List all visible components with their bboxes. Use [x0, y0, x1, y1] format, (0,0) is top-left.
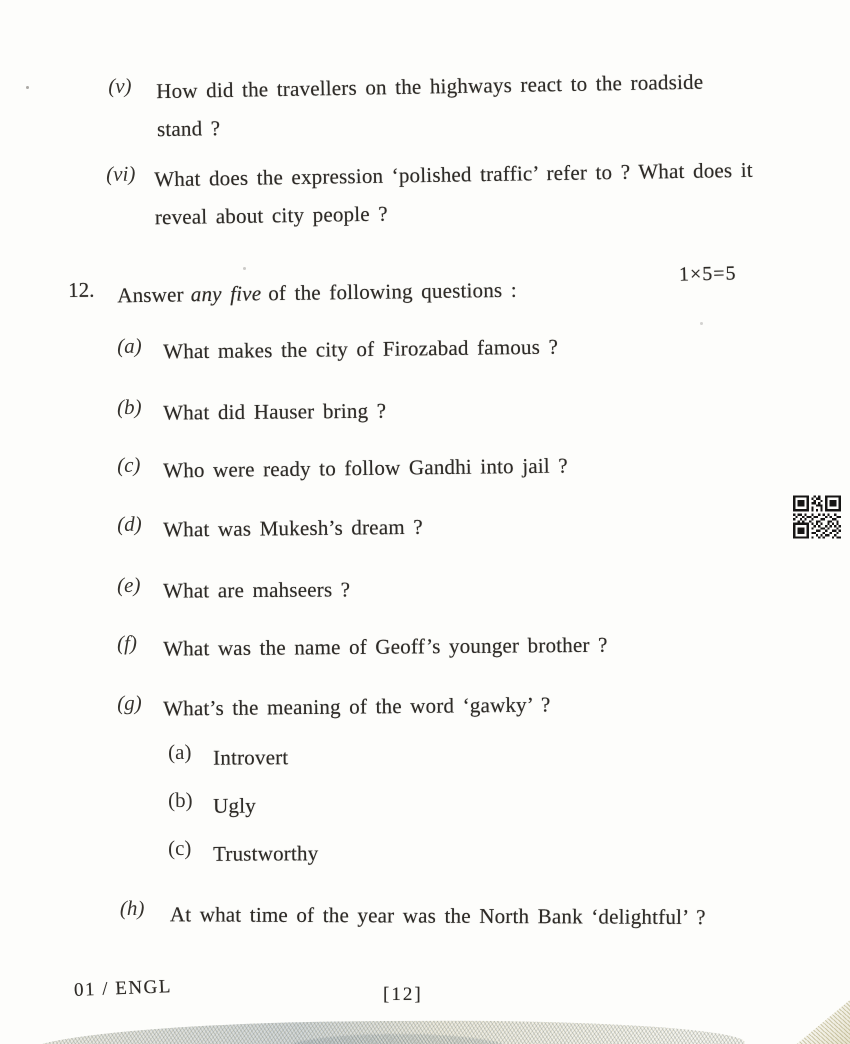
- question-12h-text: At what time of the year was the North Bank ‘delightful’ ?: [169, 902, 706, 930]
- question-12g-row: [117, 686, 551, 728]
- footer-page-number: [12]: [383, 984, 423, 1005]
- question-12b-text: What did Hauser bring ?: [163, 398, 387, 425]
- option-g-c-row: [168, 835, 318, 874]
- question-12e-label: (e): [117, 572, 141, 597]
- scan-artifact-corner-streak: [788, 998, 850, 1044]
- question-12a-label: (a): [117, 333, 142, 358]
- question-12h-row: [120, 896, 706, 937]
- question-v-text: How did the travellers on the highways react to the roadside stand ?: [156, 69, 704, 141]
- question-12a-text: What makes the city of Firozabad famous ?: [163, 334, 559, 364]
- scan-speck: [243, 267, 246, 270]
- question-12c-row: [117, 447, 568, 490]
- question-12d-row: [117, 509, 423, 550]
- question-12f-row: [117, 627, 608, 669]
- question-12d-text: What was Mukesh’s dream ?: [163, 514, 423, 542]
- question-12-marks: 1×5=5: [678, 262, 737, 286]
- question-12d-label: (d): [117, 511, 142, 536]
- option-g-b-row: [168, 788, 256, 826]
- question-vi-text: What does the expression ‘polished traffic’ refer to ? What does it reveal about city people ?: [154, 157, 754, 230]
- option-g-c-label: (c): [168, 835, 192, 860]
- question-12h-label: (h): [119, 896, 145, 921]
- option-g-b-text: Ugly: [213, 793, 256, 818]
- scan-speck: [700, 322, 703, 325]
- option-g-a-text: Introvert: [213, 745, 289, 770]
- option-g-a-row: [168, 739, 289, 778]
- question-vi-label: (vi): [106, 161, 136, 186]
- qr-code-icon: [793, 495, 841, 539]
- question-12c-text: Who were ready to follow Gandhi into jail ?: [163, 453, 568, 483]
- question-12-number: 12.: [68, 277, 95, 302]
- question-v-label: (v): [108, 73, 132, 98]
- footer-paper-code: 01 / ENGL: [73, 976, 173, 1001]
- option-g-c-text: Trustworthy: [213, 841, 319, 866]
- question-12g-label: (g): [117, 690, 142, 715]
- question-12-text: [117, 272, 517, 315]
- question-12a-row: [117, 329, 558, 372]
- question-12f-text: What was the name of Geoff’s younger brother ?: [163, 632, 608, 661]
- question-12-text-emphasis: any five: [190, 281, 262, 307]
- option-g-a-label: (a): [168, 739, 192, 764]
- question-v-row: [108, 63, 757, 150]
- question-12f-label: (f): [117, 630, 138, 655]
- question-12e-row: [117, 571, 350, 610]
- question-vi-row: [106, 152, 755, 238]
- question-12b-row: [117, 393, 386, 433]
- scan-speck: [26, 86, 29, 89]
- question-12-text-suffix: of the following questions :: [268, 277, 517, 306]
- option-g-b-label: (b): [168, 787, 193, 812]
- question-12e-text: What are mahseers ?: [163, 577, 351, 603]
- question-12c-label: (c): [117, 452, 141, 477]
- question-12-heading: [68, 272, 517, 316]
- question-12g-text: What’s the meaning of the word ‘gawky’ ?: [163, 692, 551, 721]
- question-12b-label: (b): [117, 394, 142, 419]
- question-12-text-prefix: Answer: [117, 282, 184, 308]
